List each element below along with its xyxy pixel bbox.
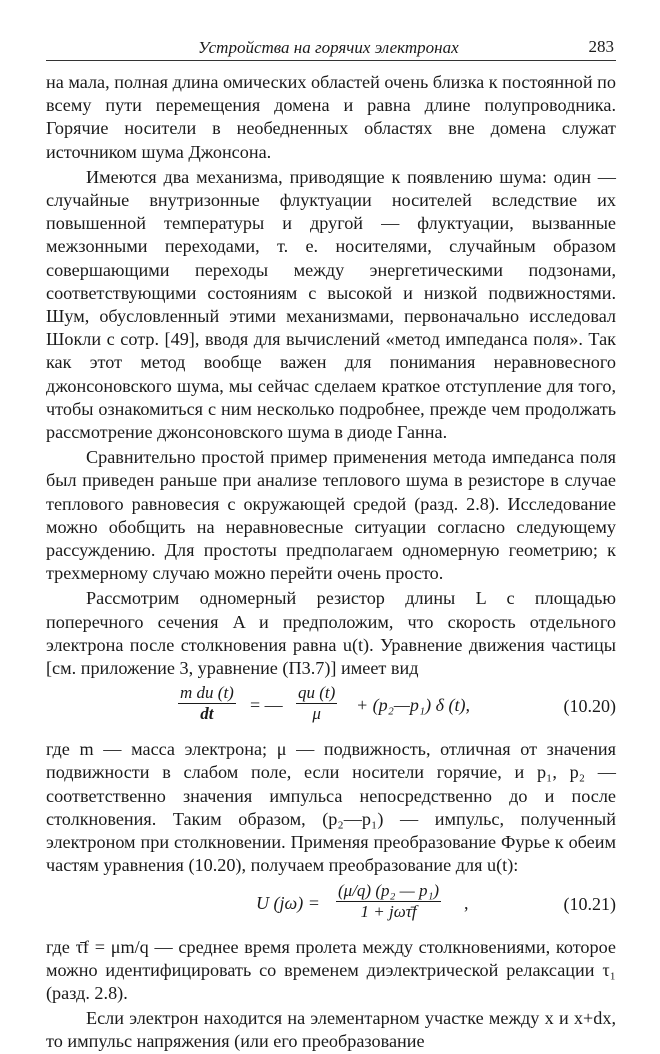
paragraph-5: где m — масса электрона; μ — подвижность, отличная от значения подвижности в слабом поле, если носители горячие, и p₁, p₂ — соответственно значения импульса непосредственно до и после столкновения. Таким образом, (p₂—p₁) — импульс, полученный электроном при столкновении. Применяя преобразование Фурье к обеим частям уравнения (10.20), получаем преобразование для u(t): bbox=[46, 739, 616, 876]
paragraph-3: Сравнительно простой пример применения метода импеданса поля был приведен раньше при анализе теплового шума в резисторе в случае теплового равновесия с окружающей средой (разд. 2.8). Исследование можно обобщить на неравновесные ситуации согласно следующему рассуждению. Для простоты предполагаем одномерную геометрию; к трехмерному случаю можно перейти очень просто. bbox=[46, 447, 616, 584]
equation-10-21 bbox=[46, 880, 616, 934]
fraction-lhs-numerator: m du (t) bbox=[180, 683, 234, 703]
running-header bbox=[46, 34, 616, 61]
formula-10-21 bbox=[256, 880, 586, 934]
paragraph-6: где τ̄f = μm/q — среднее время пролета между столкновениями, которое можно идентифицировать со временем диэлектрической релаксации τ₁ (разд. 2.8). bbox=[46, 936, 616, 1003]
text-body bbox=[46, 71, 616, 1054]
fraction-rhs-numerator: qu (t) bbox=[298, 683, 336, 703]
equals-minus: = — bbox=[250, 695, 283, 716]
book-page bbox=[46, 0, 616, 1052]
fraction-lhs bbox=[178, 683, 236, 724]
paragraph-4: Рассмотрим одномерный резистор длины L с площадью поперечного сечения A и предположим, что скорость отдельного электрона после столкновения равна u(t). Уравнение движения частицы [см. приложение 3, уравнение (П3.7)] имеет вид bbox=[46, 588, 616, 679]
momentum-term: + (p₂—p₁) δ (t), bbox=[356, 695, 471, 716]
fraction-rhs-denominator: μ bbox=[296, 703, 337, 724]
transform-numerator: (μ/q) (p₂ — p₁) bbox=[338, 880, 440, 900]
transform-fraction bbox=[336, 881, 441, 922]
fraction-lhs-denominator: dt bbox=[178, 703, 236, 724]
transform-lhs: U (jω) = bbox=[256, 892, 320, 913]
transform-comma: , bbox=[464, 892, 469, 913]
equation-number-10-21: (10.21) bbox=[563, 893, 616, 914]
transform-denominator: 1 + jωτ̄f bbox=[336, 901, 441, 922]
running-title: Устройства на горячих электронах bbox=[198, 38, 459, 57]
equation-number-10-20: (10.20) bbox=[563, 696, 616, 717]
paragraph-2: Имеются два механизма, приводящие к появлению шума: один — случайные внутризонные флуктуации носителей вследствие их повышенной температуры и другой — флуктуации, вызванные межзонными переходами, т. е. носителями, случайным образом совершающими переходы между энергетическими подзонами, соответствующими состояниям с высокой и низкой подвижностями. Шум, обусловленный этими механизмами, первоначально исследовал Шокли с сотр. [49], вводя для вычислений «метод импеданса поля». Так как этот метод вообще важен для понимания неравновесного джонсоновского шума, мы сейчас сделаем краткое отступление для того, чтобы ознакомиться с ним несколько подробнее, прежде чем продолжать рассмотрение джонсоновского шума в диоде Ганна. bbox=[46, 166, 616, 443]
fraction-rhs bbox=[296, 683, 337, 724]
page-number: 283 bbox=[588, 37, 614, 56]
paragraph-7: Если электрон находится на элементарном участке между x и x+dx, то импульс напряжения (или его преобразование bbox=[46, 1008, 616, 1052]
equation-10-20 bbox=[46, 682, 616, 736]
formula-10-20 bbox=[178, 682, 508, 736]
paragraph-1: на мала, полная длина омических областей очень близка к постоянной по всему пути перемещения домена и равна длине полупроводника. Горячие носители в необедненных областях вне домена служат источником шума Джонсона. bbox=[46, 72, 616, 162]
